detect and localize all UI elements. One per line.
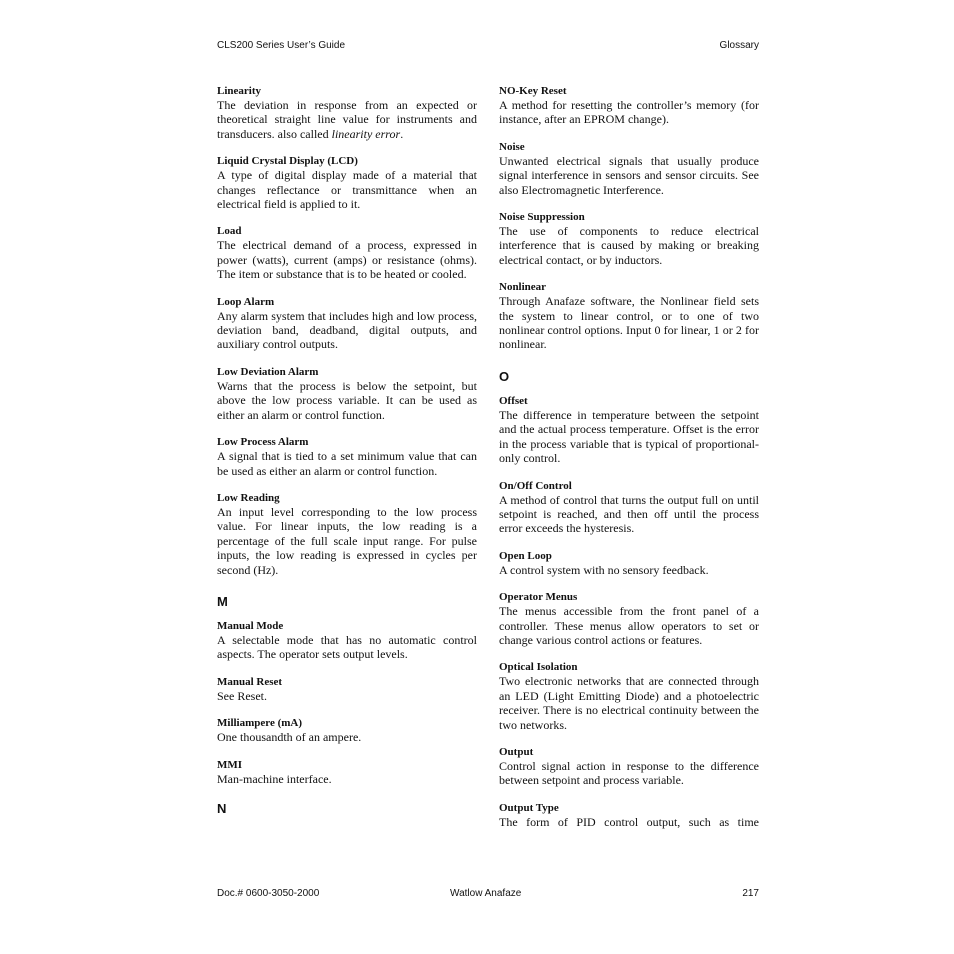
glossary-entry-no-key-reset xyxy=(499,84,759,127)
glossary-entry-nonlinear xyxy=(499,280,759,352)
glossary-entry-on-off-control xyxy=(499,479,759,536)
glossary-entry-noise-suppression xyxy=(499,210,759,267)
glossary-definition: A signal that is tied to a set minimum value that can be used as either an alarm or control function. xyxy=(217,449,477,478)
section-heading-o: O xyxy=(499,368,510,384)
glossary-term: Output xyxy=(499,745,534,758)
footer-company: Watlow Anafaze xyxy=(450,888,522,899)
glossary-definition: Man-machine interface. xyxy=(217,771,332,786)
glossary-definition: An input level corresponding to the low process value. For linear inputs, the low reading is a percentage of the full scale input range. For pulse inputs, the low reading is expressed in cycles per second (Hz). xyxy=(217,504,477,577)
section-heading-m: M xyxy=(217,593,228,609)
glossary-term: Low Process Alarm xyxy=(217,436,309,449)
glossary-term: NO-Key Reset xyxy=(499,85,567,97)
glossary-term: Milliampere (mA) xyxy=(217,717,303,730)
glossary-entry-optical-isolation xyxy=(499,660,759,732)
glossary-definition: The electrical demand of a process, expressed in power (watts), current (amps) or resistance (ohms). The item or substance that is to be heated or cooled. xyxy=(217,238,477,282)
glossary-term: Manual Reset xyxy=(217,675,283,688)
glossary-term: Loop Alarm xyxy=(217,295,275,308)
glossary-entry-manual-reset xyxy=(217,675,477,703)
glossary-entry-load xyxy=(217,224,477,281)
glossary-entry-low-reading xyxy=(217,491,477,577)
glossary-term: Low Reading xyxy=(217,491,280,504)
glossary-entry-open-loop xyxy=(499,549,759,577)
glossary-definition: Unwanted electrical signals that usually produce signal interference in sensors and sensor circuits. See also Electromagnetic Interference. xyxy=(499,153,759,197)
glossary-entry-loop-alarm xyxy=(217,295,477,352)
glossary-entry-offset xyxy=(499,394,759,466)
glossary-entry-output-type xyxy=(499,801,759,829)
glossary-entry-milliampere xyxy=(217,716,477,744)
glossary-entry-mmi xyxy=(217,758,477,786)
page-header xyxy=(217,40,759,54)
section-heading-n: N xyxy=(217,800,227,816)
glossary-definition: A type of digital display made of a material that changes reflectance or transmittance when an electrical field is applied to it. xyxy=(217,168,477,212)
glossary-definition: A control system with no sensory feedback. xyxy=(499,562,709,577)
glossary-definition: A selectable mode that has no automatic control aspects. The operator sets output levels. xyxy=(217,632,477,662)
glossary-definition: The difference in temperature between the setpoint and the actual process temperature. Offset is the error in the process variable that is typical of proportional-only control. xyxy=(499,407,759,466)
glossary-definition: The deviation in response from an expected or theoretical straight line value for instruments and transducers. also called linearity error. xyxy=(217,98,477,141)
glossary-term: Noise Suppression xyxy=(499,211,585,224)
glossary-definition: Any alarm system that includes high and low process, deviation band, deadband, digital outputs, and auxiliary control outputs. xyxy=(217,308,477,352)
glossary-definition: The menus accessible from the front panel of a controller. These menus allow operators to set or change various control actions or features. xyxy=(499,604,759,647)
glossary-definition: The use of components to reduce electrical interference that is caused by making or breaking electrical contact, or by inductors. xyxy=(499,224,759,267)
glossary-definition: See Reset. xyxy=(217,688,267,703)
glossary-entry-lcd xyxy=(217,154,477,211)
glossary-term: Optical Isolation xyxy=(499,661,578,674)
glossary-definition: A method of control that turns the output full on until setpoint is reached, and then off until the process error exceeds the hysteresis. xyxy=(499,492,759,536)
glossary-entry-operator-menus xyxy=(499,590,759,647)
glossary-term: Load xyxy=(217,225,242,238)
glossary-entry-linearity xyxy=(217,84,477,141)
left-column xyxy=(217,84,477,826)
footer-doc-number: Doc.# 0600-3050-2000 xyxy=(217,888,320,899)
glossary-definition: Two electronic networks that are connected through an LED (Light Emitting Diode) and a photoelectric receiver. There is no electrical continuity between the two networks. xyxy=(499,674,759,732)
glossary-entry-output xyxy=(499,745,759,788)
footer-page-number: 217 xyxy=(742,888,759,899)
glossary-definition: The form of PID control output, such as time xyxy=(499,814,759,829)
glossary-entry-manual-mode xyxy=(217,619,477,662)
glossary-term: MMI xyxy=(217,758,243,771)
glossary-definition: Through Anafaze software, the Nonlinear field sets the system to linear control, or to one of two nonlinear control options. Input 0 for linear, 1 or 2 for nonlinear. xyxy=(499,294,759,352)
glossary-term: Offset xyxy=(499,394,528,407)
glossary-definition: A method for resetting the controller’s memory (for instance, after an EPROM change). xyxy=(499,98,759,127)
glossary-term: Liquid Crystal Display (LCD) xyxy=(217,155,358,168)
glossary-term: On/Off Control xyxy=(499,479,572,492)
glossary-entry-low-deviation-alarm xyxy=(217,365,477,422)
header-section-title: Glossary xyxy=(719,40,759,51)
glossary-entry-noise xyxy=(499,140,759,197)
glossary-entry-low-process-alarm xyxy=(217,435,477,478)
glossary-definition: Warns that the process is below the setpoint, but above the low process variable. It can be used as either an alarm or control function. xyxy=(217,378,477,422)
glossary-term: Linearity xyxy=(217,85,261,97)
glossary-term: Open Loop xyxy=(499,549,552,562)
glossary-definition: Control signal action in response to the difference between setpoint and process variable. xyxy=(499,758,759,788)
glossary-term: Output Type xyxy=(499,801,559,814)
glossary-term: Nonlinear xyxy=(499,281,547,294)
glossary-term: Low Deviation Alarm xyxy=(217,365,319,378)
glossary-term: Manual Mode xyxy=(217,619,284,632)
glossary-definition: One thousandth of an ampere. xyxy=(217,730,362,745)
page-footer xyxy=(217,888,759,902)
header-doc-title: CLS200 Series User’s Guide xyxy=(217,40,346,51)
glossary-term: Noise xyxy=(499,140,525,153)
glossary-term: Operator Menus xyxy=(499,591,578,604)
right-column xyxy=(499,84,759,842)
